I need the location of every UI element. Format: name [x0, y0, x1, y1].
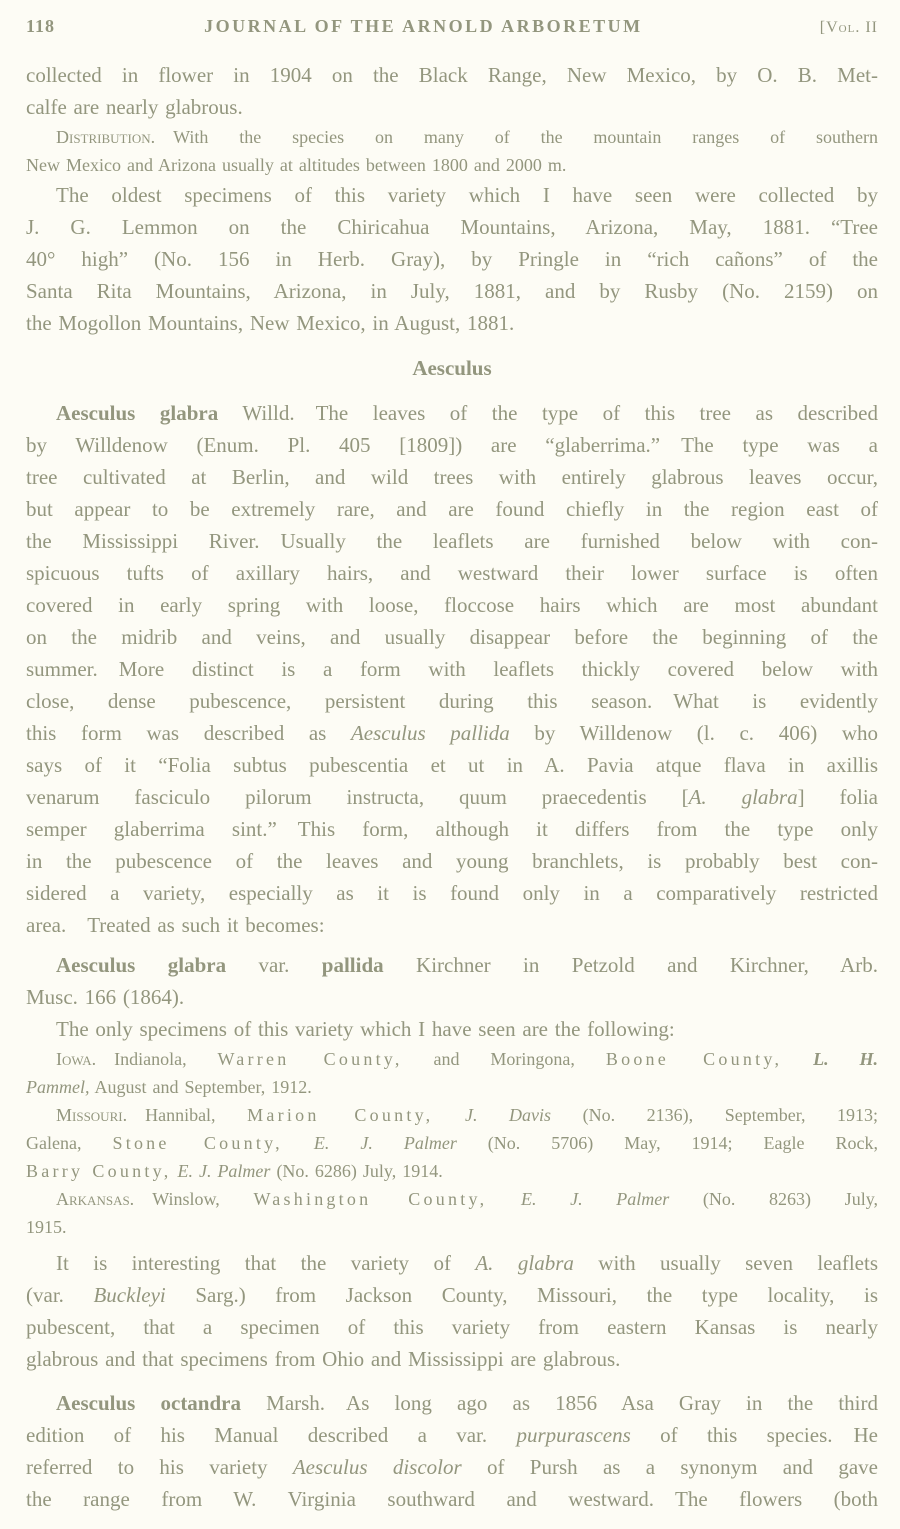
text-segment: New Mexico and Arizona usually at altitudes between 1800 and 2000 m.: [26, 155, 567, 175]
text-line: [26, 557, 878, 589]
text-line: [26, 781, 878, 813]
text-line: [26, 1483, 878, 1515]
text-segment: by Willdenow (l. c. 406) who: [509, 721, 878, 745]
text-segment: E. J. Palmer: [520, 1189, 670, 1209]
text-segment: [433, 1105, 465, 1125]
text-segment: area. Treated as such it becomes:: [26, 913, 325, 937]
text-segment: by Willdenow (Enum. Pl. 405 [1809]) are “glaberrima.” The type was a: [26, 433, 878, 457]
text-line: [26, 1387, 878, 1419]
paragraph: [26, 1013, 878, 1045]
text-segment: the Mogollon Mountains, New Mexico, in August, 1881.: [26, 311, 515, 335]
text-line: [26, 1451, 878, 1483]
text-segment: on the midrib and veins, and usually disappear before the beginning of the: [26, 625, 878, 649]
text-line: [26, 1101, 878, 1129]
text-line: [26, 813, 878, 845]
text-segment: of Pursh as a synonym and gave: [461, 1455, 879, 1479]
running-head: [26, 16, 878, 37]
text-line: [26, 275, 878, 307]
text-segment: Aesculus pallida: [350, 721, 510, 745]
volume-label: [Vol. II: [819, 19, 878, 36]
text-segment: Stone County,: [112, 1133, 283, 1153]
page-body: [26, 59, 878, 1515]
text-line: [26, 59, 878, 91]
text-segment: (No. 5706) May, 1914; Eagle Rock,: [456, 1133, 878, 1153]
text-line: [26, 1279, 878, 1311]
text-segment: L. H.: [813, 1049, 878, 1069]
text-segment: Santa Rita Mountains, Arizona, in July, 1881, and by Rusby (No. 2159) on: [26, 279, 878, 303]
text-line: [26, 525, 878, 557]
paragraph: [26, 1247, 878, 1375]
text-line: [26, 749, 878, 781]
text-line: [26, 353, 878, 383]
page-number: 118: [26, 16, 56, 36]
text-line: [26, 909, 878, 941]
text-line: [26, 685, 878, 717]
text-segment: Winslow,: [134, 1189, 254, 1209]
text-segment: August and September, 1912.: [89, 1077, 312, 1097]
text-line: [26, 845, 878, 877]
text-segment: (No. 6286) July, 1914.: [270, 1161, 443, 1181]
text-segment: J. G. Lemmon on the Chiricahua Mountains, Arizona, May, 1881. “Tree: [26, 215, 878, 239]
text-line: [26, 461, 878, 493]
text-segment: says of it “Folia subtus pubescentia et ut in A. Pavia atque flava in axillis: [26, 753, 878, 777]
text-segment: (var.: [26, 1283, 94, 1307]
text-segment: covered in early spring with loose, floccose hairs which are most abundant: [26, 593, 878, 617]
text-segment: referred to his variety: [26, 1455, 293, 1479]
text-segment: Indianola,: [96, 1049, 218, 1069]
text-line: [26, 211, 878, 243]
text-segment: Aesculus glabra: [56, 401, 219, 425]
text-line: [26, 123, 878, 151]
text-segment: Buckleyi: [93, 1283, 166, 1307]
paragraph: [26, 1387, 878, 1515]
text-segment: Pammel,: [26, 1077, 90, 1097]
text-segment: semper glaberrima sint.” This form, although it differs from the type only: [26, 817, 878, 841]
text-line: [26, 653, 878, 685]
paragraph: [26, 1101, 878, 1185]
text-segment: the Mississippi River. Usually the leaflets are furnished below with con-: [26, 529, 878, 553]
text-segment: [283, 1133, 314, 1153]
text-line: [26, 717, 878, 749]
text-segment: Distribution.: [56, 127, 156, 147]
text-segment: Kirchner in Petzold and Kirchner, Arb.: [383, 953, 879, 977]
text-line: [26, 1013, 878, 1045]
text-segment: With the species on many of the mountain ranges of southern: [155, 127, 878, 147]
text-segment: [782, 1049, 813, 1069]
text-segment: It is interesting that the variety of: [56, 1251, 476, 1275]
text-line: [26, 949, 878, 981]
text-segment: Aesculus discolor: [292, 1455, 462, 1479]
text-segment: [487, 1189, 521, 1209]
text-segment: pubescent, that a specimen of this variety from eastern Kansas is nearly: [26, 1315, 878, 1339]
text-segment: E. J. Palmer: [177, 1161, 271, 1181]
paragraph: [26, 1045, 878, 1101]
text-line: [26, 1311, 878, 1343]
text-line: [26, 151, 878, 179]
text-segment: Washington County,: [253, 1189, 488, 1209]
text-segment: Barry County,: [26, 1161, 172, 1181]
section-heading: [26, 353, 878, 383]
text-segment: (No. 8263) July,: [669, 1189, 879, 1209]
text-line: [26, 1419, 878, 1451]
text-segment: Sarg.) from Jackson County, Missouri, the type locality, is: [165, 1283, 878, 1307]
paragraph: [26, 397, 878, 941]
text-segment: The only specimens of this variety which I have seen are the following:: [56, 1017, 675, 1041]
text-line: [26, 307, 878, 339]
text-segment: glabrous and that specimens from Ohio and Mississippi are glabrous.: [26, 1347, 621, 1371]
text-line: [26, 493, 878, 525]
text-segment: Marsh. As long ago as 1856 Asa Gray in the third: [241, 1391, 879, 1415]
text-segment: purpurascens: [516, 1423, 631, 1447]
text-line: [26, 1247, 878, 1279]
text-segment: collected in flower in 1904 on the Black Range, New Mexico, by O. B. Met-: [26, 63, 878, 87]
text-segment: E. J. Palmer: [313, 1133, 457, 1153]
text-segment: spicuous tufts of axillary hairs, and westward their lower surface is often: [26, 561, 878, 585]
text-segment: but appear to be extremely rare, and are found chiefly in the region east of: [26, 497, 878, 521]
text-segment: with usually seven leaflets: [573, 1251, 878, 1275]
text-line: [26, 179, 878, 211]
text-line: [26, 1343, 878, 1375]
text-segment: 1915.: [26, 1217, 67, 1237]
text-segment: Aesculus octandra: [56, 1391, 241, 1415]
text-segment: Aesculus: [412, 356, 492, 380]
text-line: [26, 621, 878, 653]
text-segment: calfe are nearly glabrous.: [26, 95, 243, 119]
text-line: [26, 1157, 878, 1185]
paragraph: [26, 1185, 878, 1241]
text-segment: Boone County,: [605, 1049, 783, 1069]
text-segment: (No. 2136), September, 1913;: [551, 1105, 879, 1125]
text-line: [26, 1073, 878, 1101]
paragraph: [26, 179, 878, 339]
text-segment: close, dense pubescence, persistent during this season. What is evidently: [26, 689, 878, 713]
text-line: [26, 91, 878, 123]
text-line: [26, 589, 878, 621]
text-segment: venarum fasciculo pilorum instructa, quum praecedentis [: [26, 785, 689, 809]
text-segment: of this species. He: [630, 1423, 878, 1447]
text-segment: Galena,: [26, 1133, 113, 1153]
text-segment: Aesculus glabra: [56, 953, 227, 977]
text-line: [26, 1185, 878, 1213]
text-segment: 40° high” (No. 156 in Herb. Gray), by Pringle in “rich cañons” of the: [26, 247, 878, 271]
text-segment: Willd. The leaves of the type of this tree as described: [218, 401, 878, 425]
text-segment: summer. More distinct is a form with leaflets thickly covered below with: [26, 657, 878, 681]
paragraph: [26, 59, 878, 123]
text-segment: ] folia: [797, 785, 879, 809]
text-segment: Warren County,: [217, 1049, 403, 1069]
journal-title: JOURNAL OF THE ARNOLD ARBORETUM: [204, 16, 643, 36]
paragraph: [26, 949, 878, 1013]
text-segment: pallida: [321, 953, 384, 977]
text-line: [26, 981, 878, 1013]
text-segment: Iowa.: [56, 1049, 97, 1069]
text-line: [26, 1045, 878, 1073]
paragraph: [26, 123, 878, 179]
text-line: [26, 1129, 878, 1157]
text-segment: A. glabra: [688, 785, 798, 809]
text-segment: this form was described as: [26, 721, 351, 745]
text-segment: and Moringona,: [402, 1049, 606, 1069]
text-segment: in the pubescence of the leaves and young branchlets, is probably best con-: [26, 849, 878, 873]
text-line: [26, 429, 878, 461]
text-segment: var.: [226, 953, 322, 977]
text-segment: Marion County,: [247, 1105, 434, 1125]
text-line: [26, 397, 878, 429]
text-segment: J. Davis: [464, 1105, 552, 1125]
text-segment: tree cultivated at Berlin, and wild trees with entirely glabrous leaves occur,: [26, 465, 878, 489]
text-segment: the range from W. Virginia southward and westward. The flowers (both: [26, 1487, 878, 1511]
text-line: [26, 877, 878, 909]
text-line: [26, 243, 878, 275]
text-segment: Musc. 166 (1864).: [26, 985, 185, 1009]
text-segment: sidered a variety, especially as it is found only in a comparatively restricted: [26, 881, 878, 905]
text-segment: Arkansas.: [56, 1189, 135, 1209]
text-segment: Missouri.: [56, 1105, 128, 1125]
text-segment: Hannibal,: [127, 1105, 248, 1125]
text-segment: edition of his Manual described a var.: [26, 1423, 517, 1447]
text-line: [26, 1213, 878, 1241]
text-segment: A. glabra: [475, 1251, 574, 1275]
text-segment: The oldest specimens of this variety which I have seen were collected by: [56, 183, 878, 207]
